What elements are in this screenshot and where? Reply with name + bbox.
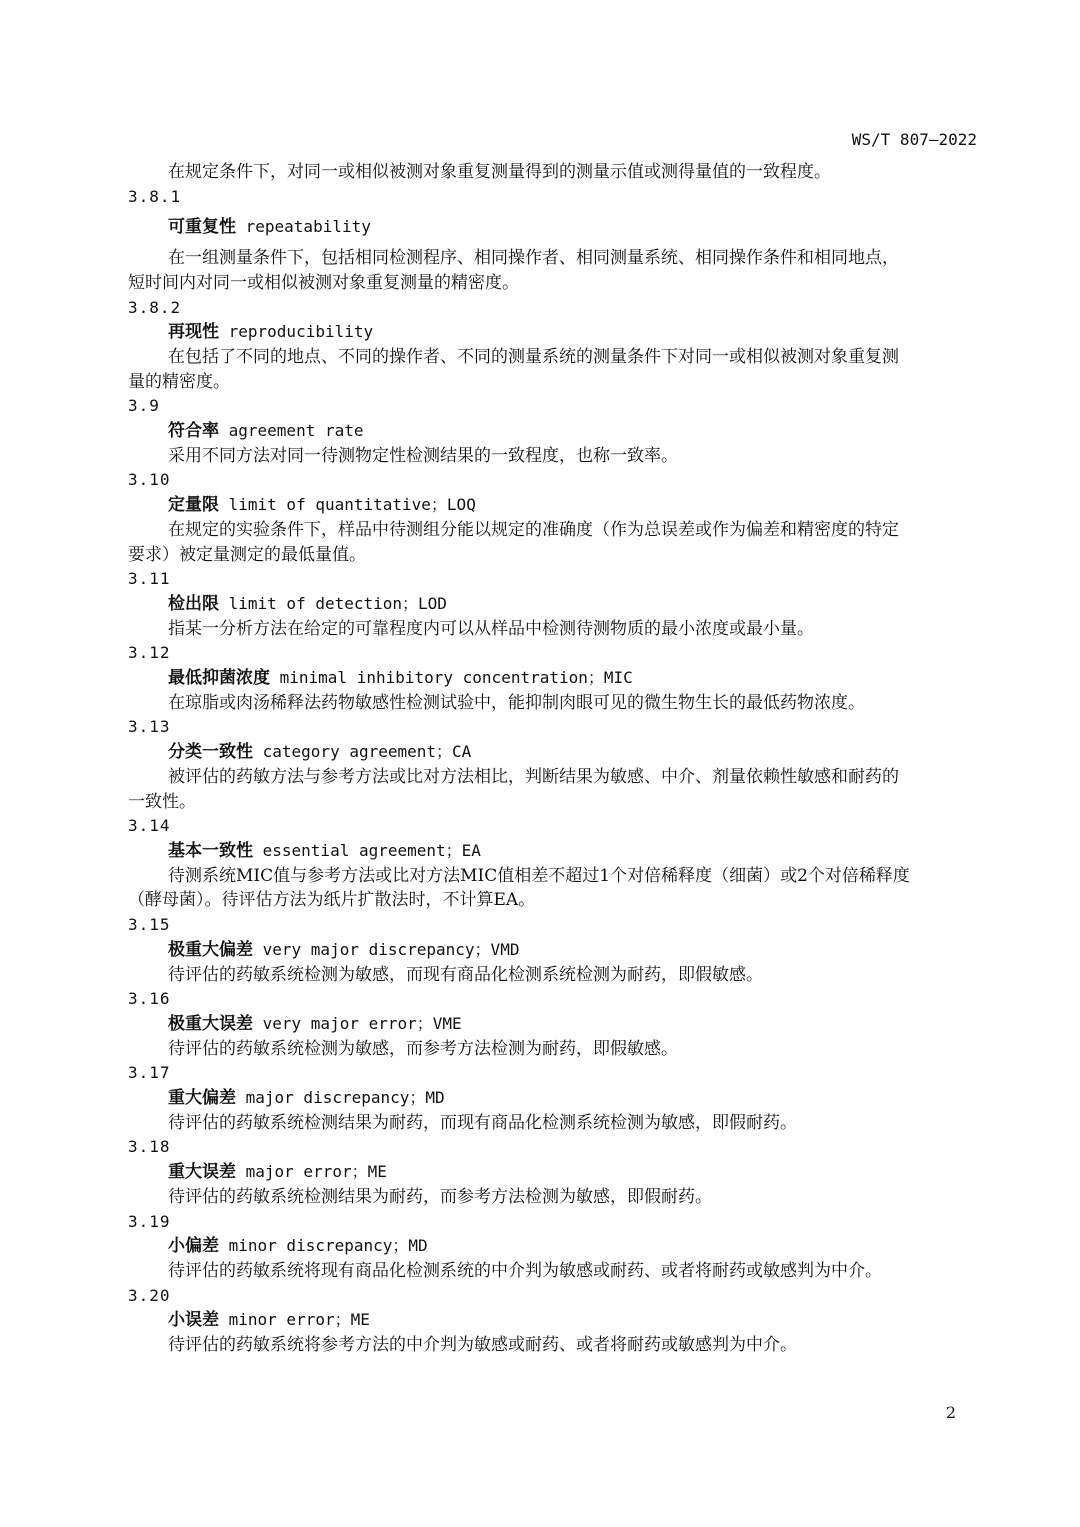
term-chinese: 基本一致性 — [168, 840, 253, 861]
definition-line: 被评估的药敏方法与参考方法或比对方法相比，判断结果为敏感、中介、剂量依赖性敏感和耐药的 — [168, 766, 899, 787]
clause-number: 3.13 — [128, 717, 171, 737]
clause-number: 3.20 — [128, 1285, 171, 1305]
term-english: agreement rate — [219, 421, 364, 441]
term-english: major error；ME — [236, 1162, 387, 1182]
definition-line: 在琼脂或肉汤稀释法药物敏感性检测试验中，能抑制肉眼可见的微生物生长的最低药物浓度。 — [168, 692, 865, 713]
term-english: category agreement；CA — [253, 742, 472, 762]
definition-line: 待评估的药敏系统将参考方法的中介判为敏感或耐药、或者将耐药或敏感判为中介。 — [168, 1335, 797, 1356]
clause-number: 3.15 — [128, 915, 171, 935]
term-heading — [128, 1308, 980, 1333]
document-body — [128, 160, 980, 1358]
definition-line: 待测系统MIC值与参考方法或比对方法MIC值相差不超过1个对倍稀释度（细菌）或2个对倍稀释度 — [168, 865, 910, 886]
clause-number: 3.17 — [128, 1063, 171, 1083]
definition-line: 要求）被定量测定的最低量值。 — [128, 544, 366, 565]
term-entry — [128, 185, 980, 296]
definition-line: 短时间内对同一或相似被测对象重复测量的精密度。 — [128, 272, 519, 293]
clause-number: 3.19 — [128, 1211, 171, 1231]
definition-line: 采用不同方法对同一待测物定性检测结果的一致程度，也称一致率。 — [168, 445, 678, 466]
definition-line: 待评估的药敏系统将现有商品化检测系统的中介判为敏感或耐药、或者将耐药或敏感判为中介。 — [168, 1260, 882, 1281]
term-heading — [128, 666, 980, 691]
term-english: major discrepancy；MD — [236, 1088, 445, 1108]
term-heading — [128, 740, 980, 765]
term-heading — [128, 493, 980, 518]
term-entry — [128, 913, 980, 987]
definition-line: 在一组测量条件下，包括相同检测程序、相同操作者、相同测量系统、相同操作条件和相同地点， — [168, 248, 899, 269]
term-english: minor discrepancy；MD — [219, 1236, 428, 1256]
term-entry — [128, 1061, 980, 1135]
term-heading — [128, 419, 980, 444]
definition-line: （酵母菌）。待评估方法为纸片扩散法时，不计算EA。 — [128, 890, 536, 911]
term-english: repeatability — [236, 217, 371, 237]
term-chinese: 极重大偏差 — [168, 939, 253, 960]
term-entry — [128, 1284, 980, 1358]
term-entry — [128, 296, 980, 395]
clause-number: 3.14 — [128, 816, 171, 836]
term-chinese: 符合率 — [168, 421, 219, 442]
term-english: essential agreement；EA — [253, 840, 481, 860]
term-entry — [128, 814, 980, 913]
clause-number: 3.9 — [128, 396, 160, 416]
standard-code: WS/T 807—2022 — [851, 130, 977, 149]
definition-line: 一致性。 — [128, 791, 196, 812]
intro-paragraph: 在规定条件下，对同一或相似被测对象重复测量得到的测量示值或测得量值的一致程度。 — [168, 162, 831, 182]
definition-line: 量的精密度。 — [128, 371, 230, 392]
term-heading — [128, 1160, 980, 1185]
term-heading — [128, 215, 980, 240]
term-entry — [128, 1135, 980, 1209]
term-chinese: 检出限 — [168, 593, 219, 614]
term-entry — [128, 468, 980, 567]
term-heading — [128, 1086, 980, 1111]
term-chinese: 小偏差 — [168, 1236, 219, 1257]
definition-line: 待评估的药敏系统检测为敏感，而现有商品化检测系统检测为耐药，即假敏感。 — [168, 964, 763, 985]
term-chinese: 最低抑菌浓度 — [168, 668, 270, 689]
term-english: very major discrepancy；VMD — [253, 939, 520, 959]
term-heading — [128, 592, 980, 617]
term-chinese: 分类一致性 — [168, 742, 253, 763]
clause-number: 3.8.2 — [128, 297, 182, 317]
definition-line: 待评估的药敏系统检测结果为耐药，而现有商品化检测系统检测为敏感，即假耐药。 — [168, 1112, 797, 1133]
page-number: 2 — [945, 1403, 956, 1422]
term-heading — [128, 839, 980, 864]
clause-number: 3.16 — [128, 989, 171, 1009]
definition-line: 在包括了不同的地点、不同的操作者、不同的测量系统的测量条件下对同一或相似被测对象重复测 — [168, 346, 899, 367]
clause-number: 3.18 — [128, 1137, 171, 1157]
term-chinese: 重大误差 — [168, 1162, 236, 1183]
term-entry — [128, 394, 980, 468]
term-heading — [128, 938, 980, 963]
term-heading — [128, 1234, 980, 1259]
term-heading — [128, 320, 980, 345]
term-chinese: 可重复性 — [168, 217, 236, 238]
term-english: minimal inhibitory concentration；MIC — [270, 668, 633, 688]
term-chinese: 极重大误差 — [168, 1013, 253, 1034]
term-entry — [128, 567, 980, 641]
term-entry — [128, 641, 980, 715]
term-entry — [128, 1210, 980, 1284]
clause-number: 3.8.1 — [128, 186, 182, 206]
term-chinese: 重大偏差 — [168, 1088, 236, 1109]
clause-number: 3.11 — [128, 569, 171, 589]
term-chinese: 定量限 — [168, 495, 219, 516]
term-chinese: 小误差 — [168, 1310, 219, 1331]
definition-line: 在规定的实验条件下，样品中待测组分能以规定的准确度（作为总误差或作为偏差和精密度的特定 — [168, 519, 899, 540]
term-entry — [128, 715, 980, 814]
term-chinese: 再现性 — [168, 322, 219, 343]
definition-line: 待评估的药敏系统检测为敏感，而参考方法检测为耐药，即假敏感。 — [168, 1038, 678, 1059]
term-english: reproducibility — [219, 322, 374, 342]
term-entry — [128, 987, 980, 1061]
term-heading — [128, 1012, 980, 1037]
definition-line: 待评估的药敏系统检测结果为耐药，而参考方法检测为敏感，即假耐药。 — [168, 1186, 712, 1207]
definition-line: 指某一分析方法在给定的可靠程度内可以从样品中检测待测物质的最小浓度或最小量。 — [168, 618, 814, 639]
term-english: limit of quantitative；LOQ — [219, 495, 476, 515]
term-english: limit of detection；LOD — [219, 593, 447, 613]
term-english: minor error；ME — [219, 1310, 370, 1330]
clause-number: 3.10 — [128, 470, 171, 490]
clause-number: 3.12 — [128, 643, 171, 663]
term-english: very major error；VME — [253, 1013, 462, 1033]
